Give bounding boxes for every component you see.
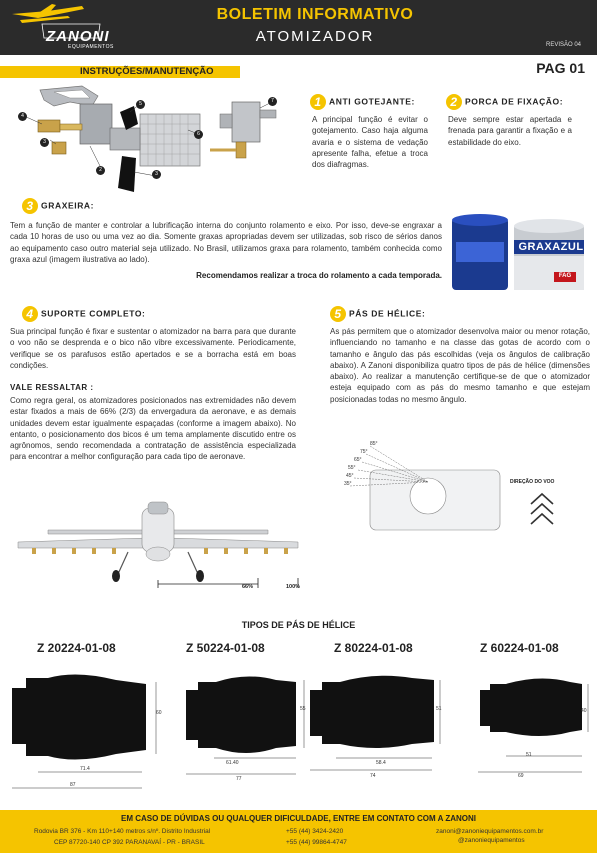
callout-2: 2 <box>96 166 105 175</box>
pas-heading <box>330 306 425 322</box>
angle-85: 85° <box>370 441 378 447</box>
prop-model-3: Z 80224-01-08 <box>334 641 413 655</box>
prop-1-w1: 71.4 <box>80 766 90 772</box>
footer-title: EM CASO DE DÚVIDAS OU QUALQUER DIFICULDADE, ENTRE EM CONTATO COM A ZANONI <box>121 814 476 823</box>
callout-4: 4 <box>18 112 27 121</box>
prop-model-1: Z 20224-01-08 <box>37 641 116 655</box>
callout-5: 5 <box>136 100 145 109</box>
revision-label: REVISÃO 04 <box>545 42 581 48</box>
atomizer-diagram <box>10 84 300 199</box>
anti-gotejante-heading <box>310 94 415 110</box>
callout-3a: 3 <box>40 138 49 147</box>
footer <box>0 810 597 853</box>
prop-model-2: Z 50224-01-08 <box>186 641 265 655</box>
vale-ressaltar-text: Como regra geral, os atomizadores posicionados nas extremidades não devem estar fixados a mais de 66% (2/3) da envergadura da aeronave, e as demais unidades devem estar igualmente espaçadas (conforme a imagem abaixo). No entanto, o posicionamento dos bicos é um tema amplamente discutido entre os agrônomos, sendo recomendada a contratação de assistência especializada para encontrar a melhor configuração para cada tipo de aeronave. <box>10 396 296 462</box>
bulletin-subtitle: ATOMIZADOR <box>255 28 375 45</box>
propeller-2-drawing <box>156 660 306 800</box>
angle-75: 75° <box>360 449 368 455</box>
can-brand-label: GRAXAZUL <box>518 241 584 253</box>
suporte-text: Sua principal função é fixar e sustentar o atomizador na barra para que durante o voo não se desprenda e o bico não vibre excessivamente. Periodicamente, verifique se os parafusos estão apertados e se a borracha está em boas condições. <box>10 327 296 370</box>
prop-model-4: Z 60224-01-08 <box>480 641 559 655</box>
badge-1: 1 <box>310 94 326 110</box>
badge-4: 4 <box>22 306 38 322</box>
page-number: PAG 01 <box>536 60 585 76</box>
angle-65: 65° <box>354 457 362 463</box>
logo-sub: EQUIPAMENTOS <box>68 44 114 50</box>
callout-3b: 3 <box>152 170 161 179</box>
graxeira-text: Tem a função de manter e controlar a lubrificação interna do conjunto rolamento e eixo. Por isso, deve-se engraxar a cada 10 horas de uso ou uma vez ao dia. Somente graxas apropriadas devem ser utilizadas, sob risco de sérios danos ao equipamento caso outro material seja utilizado. No Brasil, utilizamos graxa para rolamento, também conhecida como graxa azul (imagem ilustrativa ao lado). <box>10 221 442 264</box>
airplane-front-diagram <box>8 490 301 600</box>
angle-35: 35° <box>344 481 352 487</box>
pct-100-label: 100% <box>286 584 301 590</box>
prop-3-height: 51 <box>436 706 442 712</box>
callout-6: 6 <box>194 130 203 139</box>
footer-address-2: CEP 87720-140 CP 392 PARANAVAÍ - PR - BRASIL <box>54 839 205 846</box>
prop-1-height: 60 <box>156 710 162 716</box>
pas-title: PÁS DE HÉLICE: <box>349 308 426 319</box>
prop-3-w1: 58.4 <box>376 760 386 766</box>
graxeira-bold: Recomendamos realizar a troca do rolamento a cada temporada. <box>196 271 442 280</box>
pct-66-label: 66% <box>242 584 254 590</box>
angle-45: 45° <box>346 473 354 479</box>
prop-4-height: 40 <box>581 708 587 714</box>
pas-text: As pás permitem que o atomizador desenvolva maior ou menor rotação, influenciando no tamanho e na classe das gotas de acordo com o tamanho e ângulo das pás escolhidas (veja os ângulos de calibração abaixo). A Zanoni disponibiliza quatro tipos de pás de hélice (dimensões abaixo). Ao realizar a manutenção certifique-se de que o atomizador esteja equipado com as pás do mesmo tamanho e que estejam posicionadas todas no mesmo ângulo. <box>330 327 590 404</box>
bulletin-title: BOLETIM INFORMATIVO <box>216 6 414 23</box>
porca-title: PORCA DE FIXAÇÃO: <box>465 96 564 107</box>
prop-1-w2: 87 <box>70 782 76 788</box>
badge-5: 5 <box>330 306 346 322</box>
callout-7: 7 <box>268 97 277 106</box>
graxeira-title: GRAXEIRA: <box>41 200 95 211</box>
prop-3-w2: 74 <box>370 773 376 779</box>
section-title: INSTRUÇÕES/MANUTENÇÃO <box>80 66 214 77</box>
propellers-title: TIPOS DE PÁS DE HÉLICE <box>241 620 356 630</box>
blade-angle-diagram <box>340 440 520 540</box>
angle-55: 55° <box>348 465 356 471</box>
footer-email[interactable]: zanoni@zanoniequipamentos.com.br <box>436 828 544 835</box>
footer-social[interactable]: @zanoniequipamentos <box>458 837 525 844</box>
badge-3: 3 <box>22 198 38 214</box>
can-fag-label: FAG <box>558 273 572 279</box>
porca-heading <box>446 94 563 110</box>
anti-gotejante-title: ANTI GOTEJANTE: <box>329 96 415 107</box>
propeller-3-drawing <box>306 660 456 800</box>
prop-2-w2: 77 <box>236 776 242 782</box>
vale-ressaltar-title: VALE RESSALTAR : <box>10 383 94 392</box>
prop-4-w1: 51 <box>526 752 532 758</box>
logo-brand: ZANONI <box>46 28 110 45</box>
prop-2-height: 55 <box>300 706 306 712</box>
section-bar <box>0 66 240 78</box>
anti-gotejante-text: A principal função é evitar o gotejamento. Caso haja alguma avaria e o sistema de vedação apresente falha, efetue a troca dos diafragmas. <box>312 115 428 170</box>
porca-text: Deve sempre estar apertada e frenada para garantir a fixação e a estabilidade do eixo. <box>448 115 572 147</box>
suporte-heading <box>22 306 146 322</box>
footer-phone-1[interactable]: +55 (44) 3424-2420 <box>286 828 344 835</box>
propeller-4-drawing <box>450 660 597 800</box>
zanoni-logo <box>8 2 114 52</box>
suporte-title: SUPORTE COMPLETO: <box>41 308 146 319</box>
badge-2: 2 <box>446 94 462 110</box>
header <box>0 0 597 55</box>
prop-4-w2: 69 <box>518 773 524 779</box>
flight-direction-arrows-icon <box>527 488 557 528</box>
propeller-1-drawing <box>6 660 156 800</box>
flight-direction-label: DIREÇÃO DO VOO <box>510 479 555 485</box>
graxeira-heading <box>22 198 94 214</box>
footer-address-1: Rodovia BR 376 - Km 110+140 metros s/nº. Distrito Industrial <box>34 828 211 835</box>
prop-2-w1: 61.40 <box>226 760 239 766</box>
footer-phone-2[interactable]: +55 (44) 99864-4747 <box>286 839 347 846</box>
